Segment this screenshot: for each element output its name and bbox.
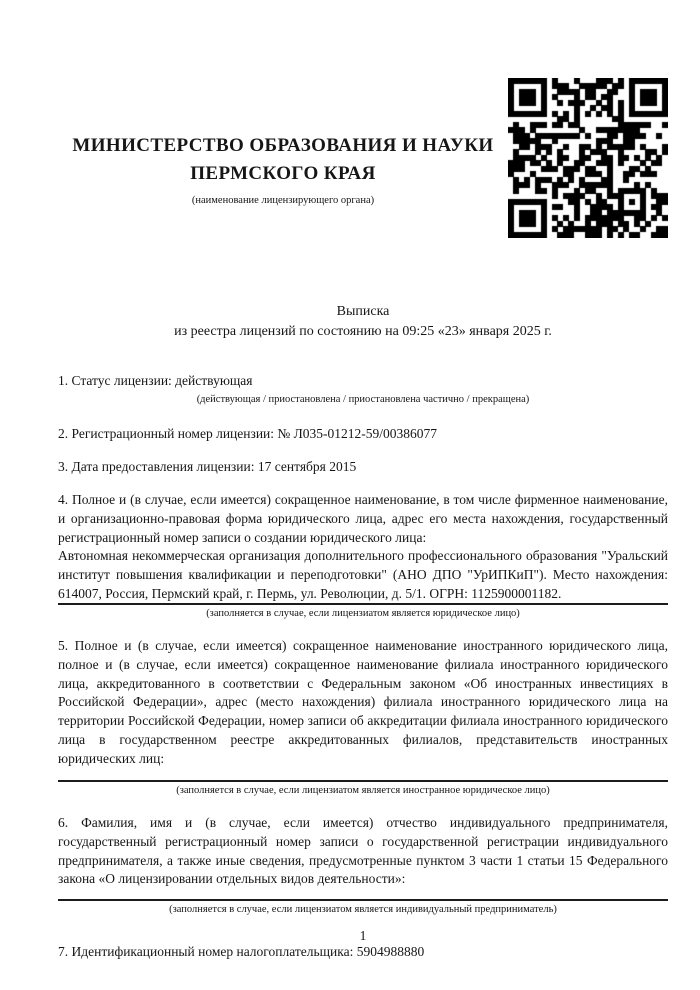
item-6-individual-entrepreneur-heading: 6. Фамилия, имя и (в случае, если имеется) отчество индивидуального предпринимателя, государственный регистрационный номер записи о государственной регистрации индивидуального предпринимателя, а также иные сведения, предусмотренные пунктом 3 части 1 статьи 15 Федерального закона «О лицензировании отдельных видов деятельности»:: [58, 815, 668, 887]
item-5-note: (заполняется в случае, если лицензиатом является иностранное юридическое лицо): [176, 785, 550, 797]
item-4-fill-in-line: [58, 603, 668, 605]
document-content: [58, 0, 668, 962]
item-6-fill-in-line: [58, 899, 668, 901]
item-2-registration-number: 2. Регистрационный номер лицензии: № Л035-01212-59/00386077: [58, 425, 438, 441]
item-6-note: (заполняется в случае, если лицензиатом является индивидуальный предприниматель): [169, 904, 557, 916]
qr-code-icon: [508, 78, 668, 238]
item-4-note: (заполняется в случае, если лицензиатом является юридическое лицо): [206, 608, 520, 620]
item-4-legal-entity-value: Автономная некоммерческая организация дополнительного профессионального образования "Уральский институт повышения квалификации и переподготовки" (АНО ДПО "УрИПКиП"). Место нахождения: 614007, Россия, Пермский край, г. Пермь, ул. Революции, д. 5/1. ОГРН: 1125900001182.: [58, 548, 668, 601]
item-1-license-status: 1. Статус лицензии: действующая: [58, 373, 253, 388]
item-5-fill-in-line: [58, 780, 668, 782]
page-number: 1: [359, 928, 367, 943]
document-subtitle: из реестра лицензий по состоянию на 09:25 «23» января 2025 г.: [174, 324, 552, 339]
item-3-license-grant-date: 3. Дата предоставления лицензии: 17 сентября 2015: [58, 459, 357, 475]
ministry-name-line1: МИНИСТЕРСТВО ОБРАЗОВАНИЯ И НАУКИ: [72, 135, 494, 156]
document-title-block: [58, 302, 668, 342]
item-1-note: (действующая / приостановлена / приостановлена частично / прекращена): [196, 393, 530, 405]
item-5-foreign-entity-heading: 5. Полное и (в случае, если имеется) сокращенное наименование иностранного юридического лица, полное и (в случае, если имеется) сокращенное наименование филиала иностранного юридического лица, аккредитованного в соответствии с Федеральным законом «Об иностранных инвестициях в Российской Федерации», адрес (место нахождения) филиала иностранного юридического лица на территории Российской Федерации, номер записи об аккредитации филиала иностранного юридического лица в государственном реестре аккредитованных филиалов, представительств иностранных юридических лиц:: [58, 638, 668, 766]
ministry-name-line2: ПЕРМСКОГО КРАЯ: [190, 163, 376, 184]
licensing-authority-note: (наименование лицензирующего органа): [191, 195, 375, 206]
item-7-taxpayer-number: 7. Идентификационный номер налогоплательщика: 5904988880: [58, 944, 425, 960]
document-title: Выписка: [336, 304, 390, 319]
document-header: [58, 78, 668, 238]
licensing-authority-block: [58, 78, 508, 208]
item-4-legal-entity-heading: 4. Полное и (в случае, если имеется) сокращенное наименование, в том числе фирменное наименование, и организационно-правовая форма юридического лица, адрес его места нахождения, государственный регистрационный номер записи о создании юридического лица:: [58, 492, 668, 545]
